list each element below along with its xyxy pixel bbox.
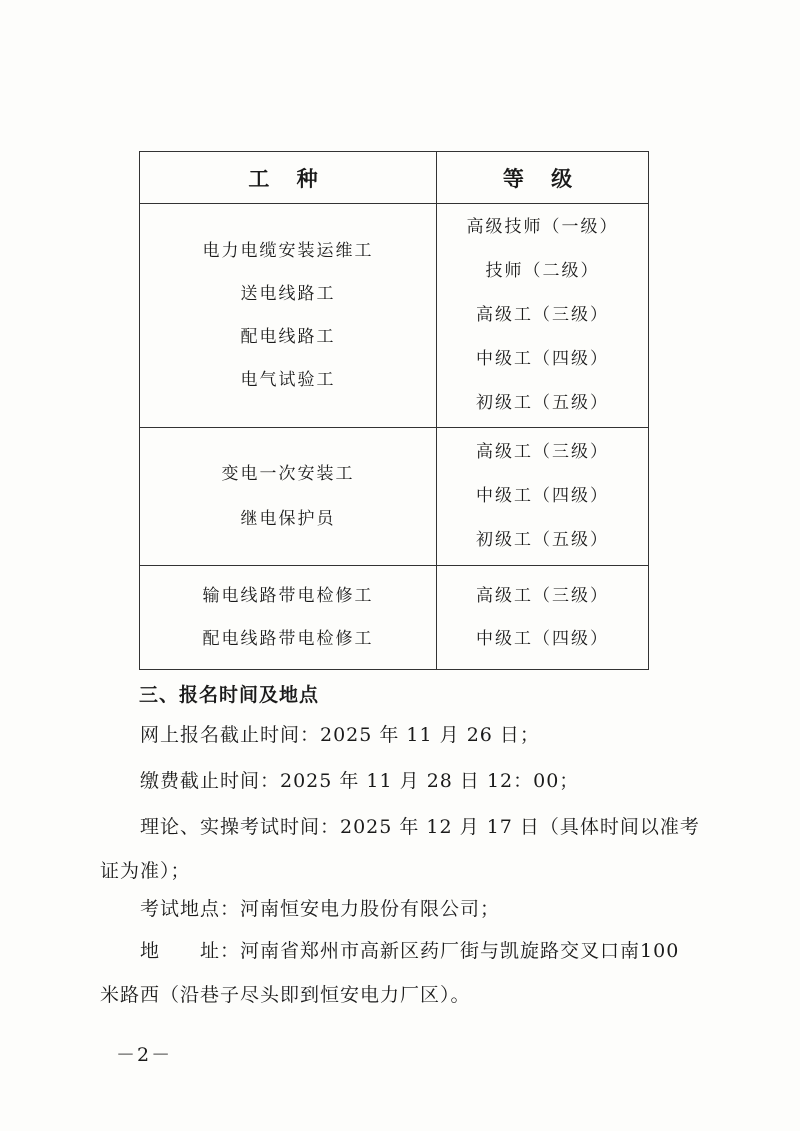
payment-deadline-text: 缴费截止时间：2025 年 11 月 28 日 12：00； [140,770,580,792]
trade-item: 电气试验工 [240,369,336,390]
trade-cell [140,428,437,566]
level-item: 中级工（四级） [476,486,609,506]
table-row [140,204,649,428]
table-row [140,428,649,566]
trade-item: 变电一次安装工 [221,463,355,484]
level-item: 高级工（三级） [476,305,609,325]
trade-item: 配电线路工 [240,326,336,347]
level-item: 中级工（四级） [476,628,609,649]
trade-item: 继电保护员 [240,508,336,529]
trade-item: 送电线路工 [240,283,336,304]
table-header-row [140,152,649,204]
address-paragraph [100,929,704,1017]
address-text: 河南省郑州市高新区药厂街与凯旋路交叉口南100 米路西（沿巷子尽头即到恒安电力厂区）。 [100,940,680,1006]
level-item: 初级工（五级） [476,393,609,413]
level-cell [437,204,649,428]
level-item: 初级工（五级） [476,530,609,550]
trade-grade-table [139,151,649,670]
level-item: 技师（二级） [485,261,600,281]
trade-cell [140,566,437,670]
level-item: 高级技师（一级） [466,217,619,237]
table-row [140,566,649,670]
page-number: －2－ [116,1044,173,1066]
header-level: 等 级 [437,152,649,204]
trade-item: 电力电缆安装运维工 [202,240,374,261]
trade-item: 输电线路带电检修工 [202,585,374,606]
header-trade: 工 种 [140,152,437,204]
online-deadline-text: 网上报名截止时间：2025 年 11 月 26 日； [140,724,540,746]
trade-item: 配电线路带电检修工 [202,628,374,649]
level-cell [437,428,649,566]
trade-cell [140,204,437,428]
address-label: 地 址： [140,940,241,962]
exam-location-text: 考试地点：河南恒安电力股份有限公司； [140,898,501,920]
section-heading: 三、报名时间及地点 [139,684,320,706]
exam-time-text: 理论、实操考试时间：2025 年 12 月 17 日（具体时间以准考证为准）； [100,816,700,882]
level-item: 高级工（三级） [476,442,609,462]
level-item: 高级工（三级） [476,585,609,606]
level-item: 中级工（四级） [476,349,609,369]
level-cell [437,566,649,670]
